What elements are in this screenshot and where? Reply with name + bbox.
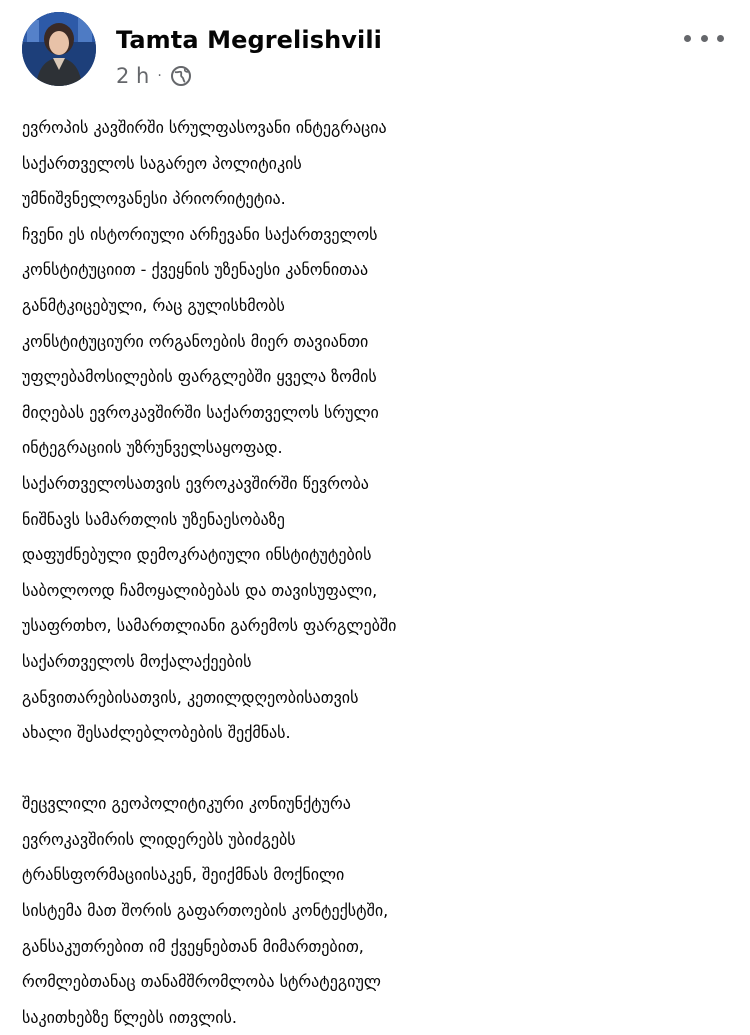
paragraph-1 <box>22 110 732 751</box>
text-line: უფლებამოსილების ფარგლებში ყველა ზომის <box>22 367 377 387</box>
text-line: შეცვლილი გეოპოლიტიკური კონიუნქტურა <box>22 794 351 814</box>
dot <box>701 35 708 42</box>
text-line: უმნიშვნელოვანესი პრიორიტეტია. <box>22 189 286 209</box>
text-line: საბოლოოდ ჩამოყალიბებას და თავისუფალი, <box>22 580 378 600</box>
text-line: კონსტიტუციით - ქვეყნის უზენაესი კანონითაა <box>22 260 369 280</box>
text-line: კონსტიტუციური ორგანოების მიერ თავიანთი <box>22 331 369 351</box>
text-line: ინტეგრაციის უზრუნველსაყოფად. <box>22 438 283 458</box>
meta-separator: · <box>157 68 162 84</box>
text-line: საქართველოს საგარეო პოლიტიკის <box>22 153 302 173</box>
paragraph-2 <box>22 786 732 1035</box>
author-name[interactable]: Tamta Megrelishvili <box>116 26 383 54</box>
text-line: საქართველოსათვის ევროკავშირში წევრობა <box>22 473 369 493</box>
text-line: განსაკუთრებით იმ ქვეყნებთან მიმართებით, <box>22 936 364 956</box>
more-options-icon[interactable] <box>684 26 724 50</box>
text-line: რომლებთანაც თანამშრომლობა სტრატეგიულ <box>22 972 381 992</box>
paragraph-spacer <box>22 751 732 787</box>
post-time[interactable]: 2 h <box>116 64 150 88</box>
text-line: საქართველოს მოქალაქეების <box>22 651 252 671</box>
text-line: უსაფრთხო, სამართლიანი გარემოს ფარგლებში <box>22 616 397 636</box>
globe-icon[interactable] <box>170 65 192 87</box>
text-line: ევროკავშირის ლიდერებს უბიძგებს <box>22 829 296 849</box>
dot <box>717 35 724 42</box>
text-line: განმტკიცებული, რაც გულისხმობს <box>22 295 285 315</box>
text-line: მიღებას ევროკავშირში საქართველოს სრული <box>22 402 379 422</box>
text-line: ნიშნავს სამართლის უზენაესობაზე <box>22 509 285 529</box>
avatar-image <box>22 12 96 86</box>
text-line: ჩვენი ეს ისტორიული არჩევანი საქართველოს <box>22 224 378 244</box>
text-line: ახალი შესაძლებლობების შექმნას. <box>22 723 291 743</box>
text-line: ტრანსფორმაციისაკენ, შეიქმნას მოქნილი <box>22 865 345 885</box>
post-header <box>0 0 750 100</box>
text-line: ევროპის კავშირში სრულფასოვანი ინტეგრაცია <box>22 118 387 137</box>
text-line: დაფუძნებული დემოკრატიული ინსტიტუტების <box>22 545 372 565</box>
dot <box>684 35 691 42</box>
post-meta <box>116 64 192 88</box>
post-text <box>22 110 732 1035</box>
text-line: განვითარებისათვის, კეთილდღეობისათვის <box>22 687 359 707</box>
text-line: სისტემა მათ შორის გაფართოების კონტექსტში, <box>22 901 389 921</box>
avatar[interactable] <box>22 12 96 86</box>
text-line: საკითხებზე წლებს ითვლის. <box>22 1007 237 1027</box>
